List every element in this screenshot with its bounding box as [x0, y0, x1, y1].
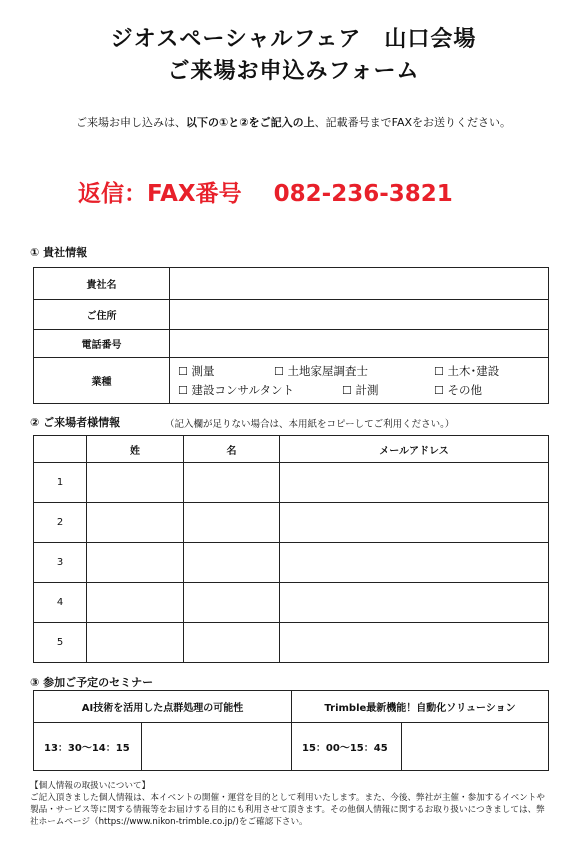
last-name-field[interactable]	[87, 503, 184, 543]
seminar1-time: 13：30～14：15	[34, 723, 142, 771]
intro-text	[0, 114, 587, 130]
first-name-field[interactable]	[184, 583, 280, 623]
industry-option-other[interactable]	[434, 381, 482, 400]
intro-post: 、記載番号までFAXをお送りください。	[314, 116, 512, 129]
section2-heading: ② ご来場者様情報	[30, 416, 121, 429]
option-label: 土木･建設	[447, 363, 500, 378]
first-name-field[interactable]	[184, 623, 280, 663]
checkbox-icon: ☐	[178, 383, 188, 397]
section1-heading: ① 貴社情報	[30, 246, 88, 259]
row-number: 3	[34, 543, 87, 583]
table-row	[34, 503, 549, 543]
company-name-field[interactable]	[170, 268, 549, 300]
industry-option-consultant[interactable]	[178, 381, 342, 400]
industry-option-survey[interactable]	[178, 362, 274, 381]
email-field[interactable]	[280, 623, 549, 663]
checkbox-icon: ☐	[434, 383, 444, 397]
checkbox-icon: ☐	[178, 364, 188, 378]
option-label: 計測	[355, 382, 379, 397]
address-field[interactable]	[170, 300, 549, 330]
seminar1-title: AI技術を活用した点群処理の可能性	[34, 691, 292, 723]
company-info-table	[33, 267, 549, 404]
row-number: 2	[34, 503, 87, 543]
col-first-name: 名	[184, 436, 280, 463]
form-title-line1: ジオスペーシャルフェア 山口会場	[110, 27, 477, 52]
first-name-field[interactable]	[184, 503, 280, 543]
privacy-heading: 【個人情報の取扱いについて】	[30, 781, 151, 791]
option-label: 土地家屋調査士	[287, 363, 369, 378]
checkbox-icon: ☐	[274, 364, 284, 378]
intro-pre: ご来場お申し込みは、	[75, 116, 186, 129]
option-label: 測量	[191, 363, 215, 378]
seminar2-entry-field[interactable]	[402, 723, 549, 771]
privacy-notice	[30, 780, 550, 828]
row-number: 1	[34, 463, 87, 503]
seminar1-entry-field[interactable]	[142, 723, 292, 771]
phone-label: 電話番号	[34, 330, 170, 358]
form-title-line2: ご来場お申込みフォーム	[167, 59, 420, 84]
visitor-table	[33, 435, 549, 663]
last-name-field[interactable]	[87, 623, 184, 663]
seminar2-time: 15：00～15：45	[292, 723, 402, 771]
industry-options	[170, 358, 549, 404]
table-row	[34, 583, 549, 623]
fax-number: 082-236-3821	[273, 181, 453, 207]
last-name-field[interactable]	[87, 583, 184, 623]
address-label: ご住所	[34, 300, 170, 330]
table-row	[34, 623, 549, 663]
email-field[interactable]	[280, 543, 549, 583]
header-blank	[34, 436, 87, 463]
checkbox-icon: ☐	[434, 364, 444, 378]
industry-option-land-surveyor[interactable]	[274, 362, 434, 381]
industry-option-measurement[interactable]	[342, 381, 434, 400]
table-row	[34, 463, 549, 503]
section3-heading: ③ 参加ご予定のセミナー	[30, 676, 154, 689]
last-name-field[interactable]	[87, 463, 184, 503]
first-name-field[interactable]	[184, 543, 280, 583]
industry-option-civil[interactable]	[434, 362, 499, 381]
last-name-field[interactable]	[87, 543, 184, 583]
intro-bold: 以下の①と②をご記入の上	[185, 116, 315, 129]
fax-label: 返信：FAX番号	[78, 181, 242, 207]
email-field[interactable]	[280, 503, 549, 543]
col-email: メールアドレス	[280, 436, 549, 463]
option-label: その他	[447, 382, 483, 397]
phone-field[interactable]	[170, 330, 549, 358]
seminar2-title: Trimble最新機能！自動化ソリューション	[292, 691, 549, 723]
checkbox-icon: ☐	[342, 383, 352, 397]
table-row	[34, 543, 549, 583]
col-last-name: 姓	[87, 436, 184, 463]
row-number: 4	[34, 583, 87, 623]
email-field[interactable]	[280, 583, 549, 623]
first-name-field[interactable]	[184, 463, 280, 503]
industry-label: 業種	[34, 358, 170, 404]
email-field[interactable]	[280, 463, 549, 503]
option-label: 建設コンサルタント	[191, 382, 294, 397]
section2-note: （記入欄が足りない場合は、本用紙をコピーしてご利用ください。）	[165, 419, 455, 430]
company-name-label: 貴社名	[34, 268, 170, 300]
seminar-table	[33, 690, 549, 771]
privacy-body: ご記入頂きました個人情報は、本イベントの開催・運営を目的として利用いたします。また、今後、弊社が主催・参加するイベントや製品・サービス等に関する情報等をお届けする目的にも利用させて頂きます。その他個人情報に関するお取り扱いにつきましては、弊社ホームページ（https://www.nikon-trimble.co.jp/)をご確認下さい。	[30, 793, 545, 827]
row-number: 5	[34, 623, 87, 663]
fax-return	[78, 175, 453, 208]
